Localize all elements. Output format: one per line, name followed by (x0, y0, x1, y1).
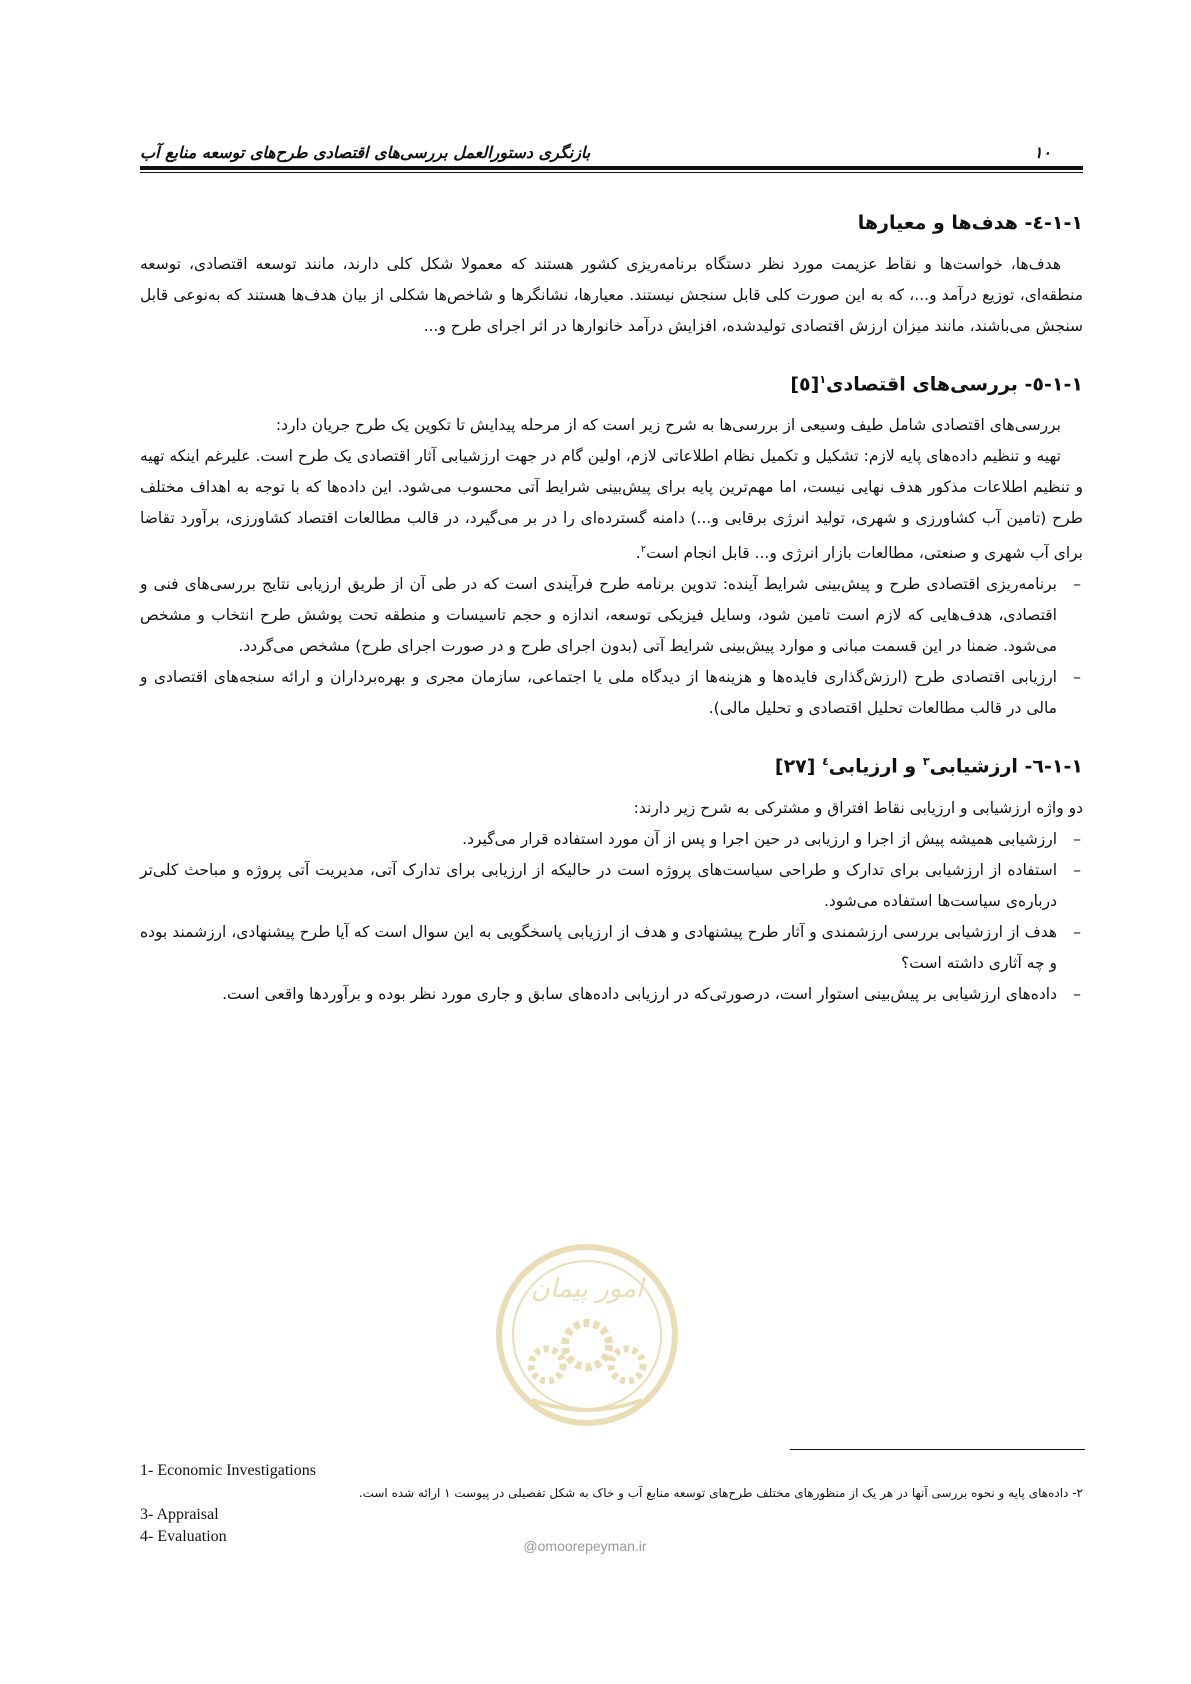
paragraph: بررسی‌های اقتصادی شامل طیف وسیعی از بررسی‌ها به شرح زیر است که از مرحله پیدایش تا تکوین یک طرح جریان دارد: (275, 416, 1061, 435)
citation: [٥] (790, 373, 820, 396)
list-item: – ارزشیابی همیشه پیش از اجرا و ارزیابی در حین اجرا و پس از آن مورد استفاده قرار می‌گیرد. (140, 824, 1083, 855)
header-rule-thick (140, 166, 1083, 170)
footnote-marker: ۱ (819, 373, 827, 386)
list-item: – ارزیابی اقتصادی طرح (ارزش‌گذاری فایده‌ها و هزینه‌ها از دیدگاه ملی یا اجتماعی، سازمان مجری و بهره‌برداران و ارائه سنجه‌های اقتصادی و مالی در قالب مطالعات تحلیل اقتصادی و تحلیل مالی). (140, 662, 1083, 724)
list-item: – داده‌های ارزشیابی بر پیش‌بینی استوار است، درصورتی‌که در ارزیابی داده‌های سابق و جاری مورد نظر بوده و برآوردها واقعی است. (140, 979, 1083, 1010)
footnote-marker: ٤ (822, 755, 829, 769)
paragraph: هدف‌ها، خواست‌ها و نقاط عزیمت مورد نظر دستگاه برنامه‌ریزی کشور هستند که معمولا شکل کلی دارند، مانند توسعه اقتصادی، توسعه منطقه‌ای، توزیع درآمد و...، که به این صورت کلی قابل سنجش نیستند. معیارها، نشانگرها و شاخص‌ها شکلی از بیان هدف‌ها هستند که به‌نوعی قابل سنجش می‌باشند، مانند میزان ارزش اقتصادی تولیدشده، افزایش درآمد خانوارها در اثر اجرای طرح و... (140, 255, 1083, 335)
running-title: بازنگری دستورالعمل بررسی‌های اقتصادی طرح‌های توسعه منابع آب (140, 143, 591, 162)
bullet-list (140, 569, 1083, 724)
heading-text: ۱-۱-٦- ارزشیابی (929, 755, 1083, 778)
body-content (140, 185, 1083, 1010)
citation: [۲۷] (774, 755, 823, 778)
paragraph-text: تهیه و تنظیم داده‌های پایه لازم: تشکیل و تکمیل نظام اطلاعاتی لازم، اولین گام در جهت ارزشیابی آثار اقتصادی یک طرح است. علیرغم اینکه تهیه و تنظیم اطلاعات مذکور هدف نهایی نیست، اما مهم‌ترین پایه برای پیش‌بینی شرایط آتی محسوب می‌شود. این داده‌ها که با توجه به اهداف مختلف طرح (تامین آب کشاورزی و شهری، تولید انرژی برقابی و...) دامنه گسترده‌ای را در بر می‌گیرد، در قالب مطالعات اقتصاد کشاورزی، برآورد تقاضا برای آب شهری و صنعتی، مطالعات بازار انرژی و... قابل انجام است (140, 447, 1083, 563)
header-rule-thin (140, 172, 1083, 173)
bullet-list (140, 824, 1083, 1010)
footnote-rule (790, 1449, 1085, 1450)
paragraph: تهیه و تنظیم داده‌های پایه لازم: تشکیل و تکمیل نظام اطلاعاتی لازم، اولین گام در جهت ارزشیابی آثار اقتصادی یک طرح است. علیرغم اینکه تهیه و تنظیم اطلاعات مذکور هدف نهایی نیست، اما مهم‌ترین پایه برای پیش‌بینی شرایط آتی محسوب می‌شود. این داده‌ها که با توجه به اهداف مختلف طرح (تامین آب کشاورزی و شهری، تولید انرژی برقابی و...) دامنه گسترده‌ای را در بر می‌گیرد، در قالب مطالعات اقتصاد کشاورزی، برآورد تقاضا برای آب شهری و صنعتی، مطالعات بازار انرژی و... قابل انجام است$^۲$. (140, 447, 1083, 563)
seal-text: امور پیمان (530, 1274, 644, 1304)
section-heading-economic-investigations (140, 360, 1083, 404)
footnote-marker: ۳ (922, 755, 930, 769)
footnote: 3- Appraisal (140, 1506, 219, 1523)
running-header (140, 128, 1051, 162)
list-item: – استفاده از ارزشیابی برای تدارک و طراحی سیاست‌های پروژه است در حالیکه از ارزیابی برای تدارک آتی، مدیریت آتی پروژه و مباحث کلی‌تر درباره‌ی سیاست‌ها استفاده می‌شود. (140, 855, 1083, 917)
watermark-text: @omoorepeyman.ir (523, 1538, 647, 1554)
section-heading-appraisal-evaluation (140, 742, 1083, 786)
footnote: 1- Economic Investigations (140, 1462, 316, 1479)
footnotes (140, 1460, 1083, 1548)
footnote-marker: ۲ (640, 544, 647, 556)
footnote: ۲- داده‌های پایه و نحوه بررسی آنها در هر یک از منظورهای مختلف طرح‌های توسعه منابع آب و خاک به شکل تفصیلی در پیوست ۱ ارائه شده است. (358, 1486, 1083, 1500)
footnote: 4- Evaluation (140, 1528, 227, 1545)
list-item: – هدف از ارزشیابی بررسی ارزشمندی و آثار طرح پیشنهادی و هدف از ارزیابی پاسخگویی به این سوال است که آیا طرح پیشنهادی، ارزشمند بوده و چه آثاری داشته است؟ (140, 917, 1083, 979)
page-number: ۱۰ (1033, 143, 1051, 162)
list-item: – برنامه‌ریزی اقتصادی طرح و پیش‌بینی شرایط آینده: تدوین برنامه طرح فرآیندی است که در طی آن از طریق ارزیابی نتایج بررسی‌های فنی و اقتصادی، هدف‌هایی که لازم است تامین شود، وسایل فیزیکی توسعه، اندازه و حجم تاسیسات و منطقه تحت پوشش طرح انتخاب و مشخص می‌شود. ضمنا در این قسمت مبانی و موارد پیش‌بینی شرایط آتی (بدون اجرای طرح و در صورت اجرای طرح) مشخص می‌گردد. (140, 569, 1083, 662)
section-heading-goals: ۱-۱-٤- هدف‌ها و معیارها (857, 212, 1083, 234)
paragraph: دو واژه ارزشیابی و ارزیابی نقاط افتراق و مشترکی به شرح زیر دارند: (633, 798, 1083, 817)
heading-text: ۱-۱-٥- بررسی‌های اقتصادی (826, 373, 1083, 396)
heading-text: و ارزیابی (828, 755, 923, 778)
watermark-seal-icon (492, 1235, 682, 1435)
